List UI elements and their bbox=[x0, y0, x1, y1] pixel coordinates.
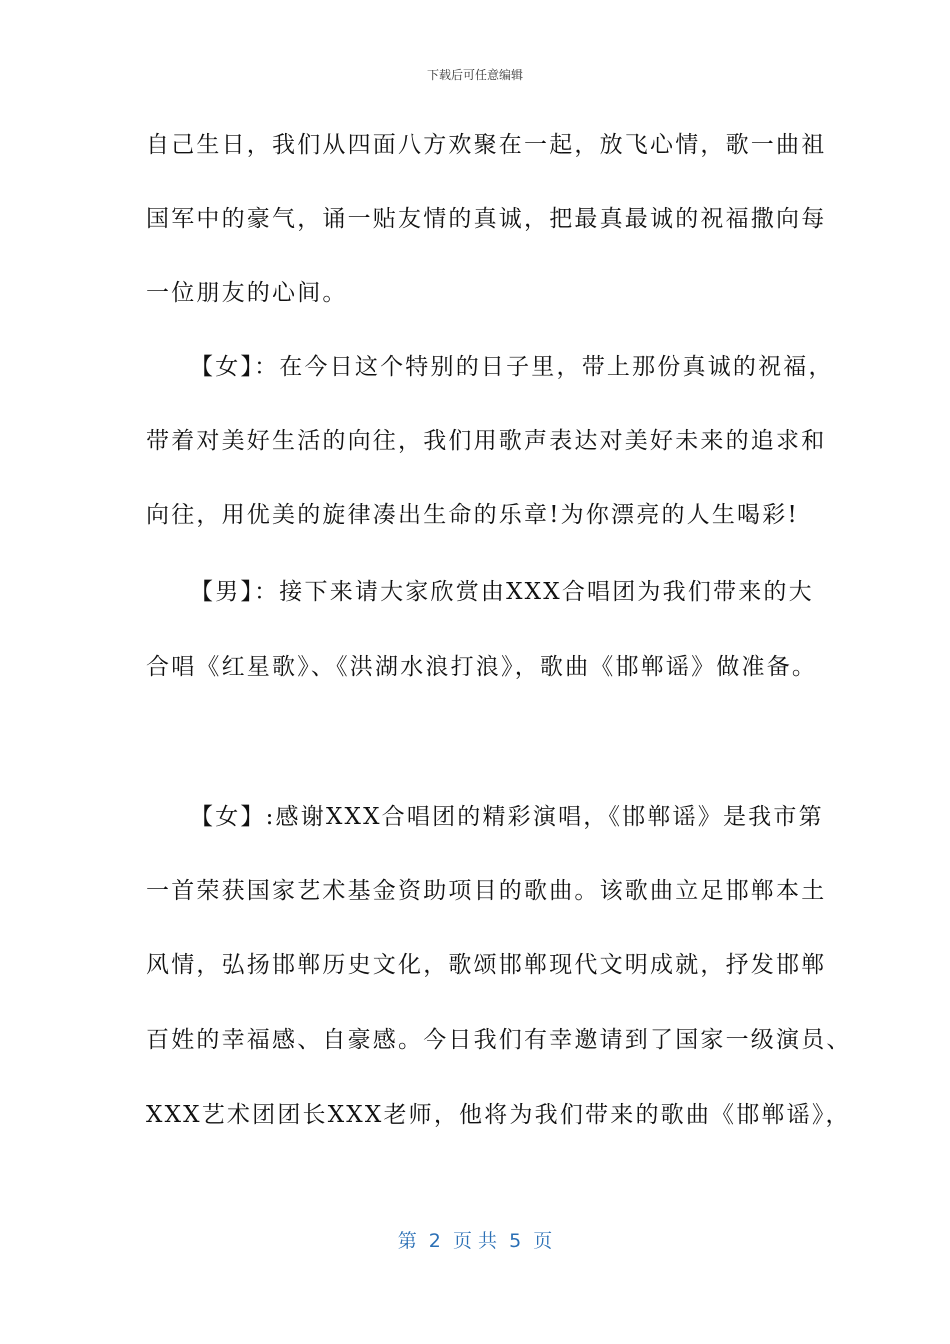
body-line: 百姓的幸福感、自豪感。今日我们有幸邀请到了国家一级演员、 bbox=[146, 1027, 852, 1053]
body-line: 国军中的豪气，诵一贴友情的真诚，把最真最诚的祝福撒向每 bbox=[146, 206, 827, 232]
page-header: 下载后可任意编辑 bbox=[426, 68, 523, 82]
body-line: 【男】：接下来请大家欣赏由XXX合唱团为我们带来的大 bbox=[190, 579, 814, 605]
body-line: 合唱《红星歌》、《洪湖水浪打浪》，歌曲《邯郸谣》做准备。 bbox=[146, 654, 818, 680]
body-line: 【女】：在今日这个特别的日子里，带上那份真诚的祝福， bbox=[190, 354, 834, 380]
body-line: 风情，弘扬邯郸历史文化，歌颂邯郸现代文明成就，抒发邯郸 bbox=[146, 952, 827, 978]
body-line: XXX艺术团团长XXX老师，他将为我们带来的歌曲《邯郸谣》， bbox=[146, 1102, 851, 1128]
body-line: 带着对美好生活的向往，我们用歌声表达对美好未来的追求和 bbox=[146, 428, 827, 454]
body-line: 一位朋友的心间。 bbox=[146, 280, 348, 306]
body-line: 自己生日，我们从四面八方欢聚在一起，放飞心情，歌一曲祖 bbox=[146, 132, 827, 158]
body-line: 一首荣获国家艺术基金资助项目的歌曲。该歌曲立足邯郸本土 bbox=[146, 878, 827, 904]
page-footer: 第 2 页 共 5 页 bbox=[397, 1230, 553, 1252]
body-line: 向往，用优美的旋律凑出生命的乐章!为你漂亮的人生喝彩! bbox=[146, 502, 799, 528]
body-line: 【女】:感谢XXX合唱团的精彩演唱，《邯郸谣》是我市第 bbox=[190, 804, 824, 830]
